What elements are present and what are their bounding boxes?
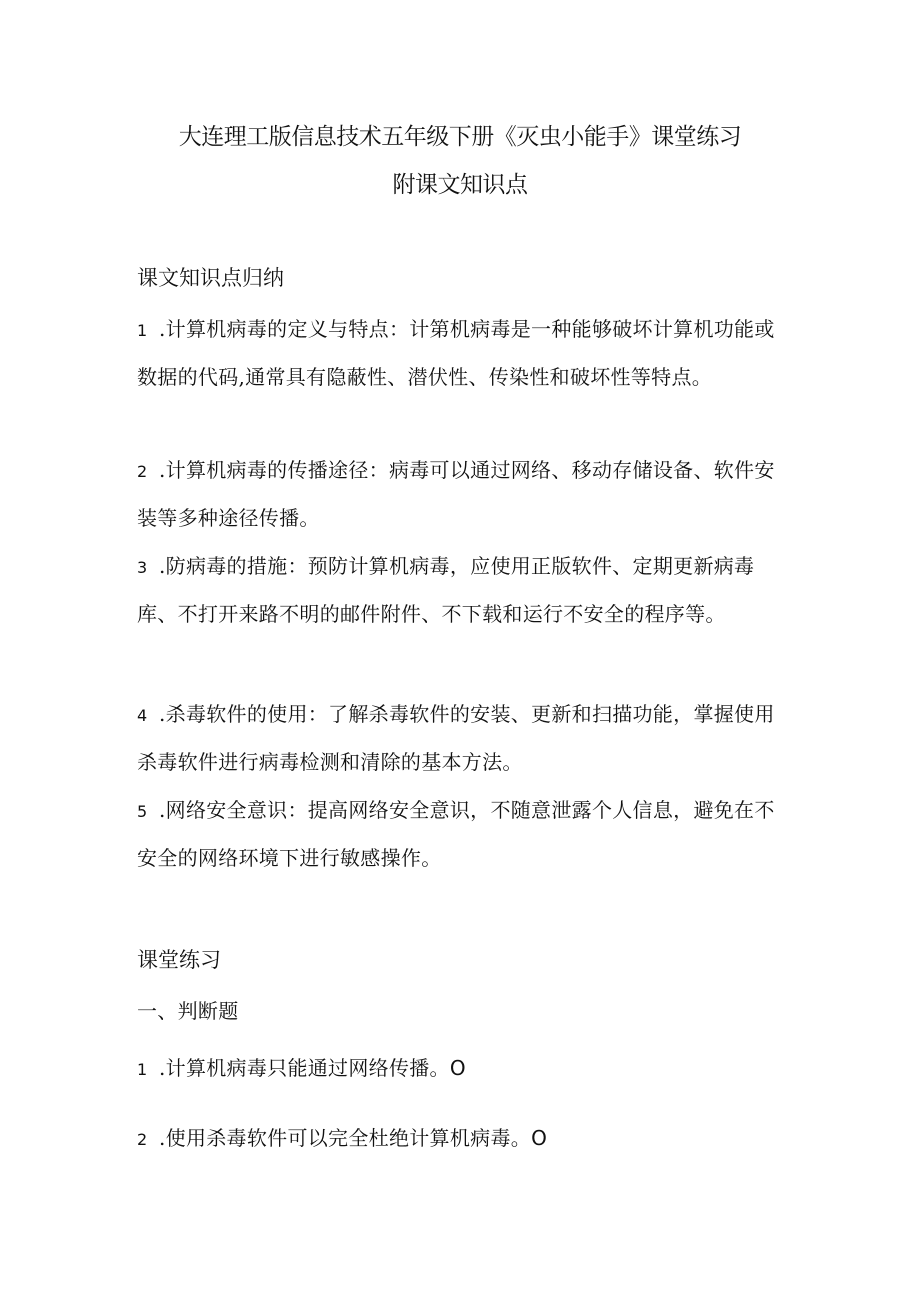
document-title: 大连理工版信息技术五年级下册《灭虫小能手》课堂练习 xyxy=(178,124,742,150)
question-2 xyxy=(137,1122,547,1151)
knowledge-item-2 xyxy=(137,447,782,542)
knowledge-heading: 课文知识点归纳 xyxy=(137,266,284,290)
item-number: 3 xyxy=(137,558,148,577)
question-number: 2 xyxy=(137,1130,148,1149)
exercise-section-title: 一、判断题 xyxy=(137,999,239,1023)
answer-mark: O xyxy=(531,1126,548,1150)
item-text: .杀毒软件的使用：了解杀毒软件的安装、更新和扫描功能，掌握使用杀毒软件进行病毒检测和清除的基本方法。 xyxy=(137,702,775,774)
knowledge-item-1 xyxy=(137,306,782,401)
item-text: .计算机病毒的传播途径：病毒可以通过网络、移动存储设备、软件安装等多种途径传播。 xyxy=(137,458,775,530)
item-number: 4 xyxy=(137,706,148,725)
item-text: .防病毒的措施：预防计算机病毒，应使用正版软件、定期更新病毒库、不打开来路不明的邮件附件、不下载和运行不安全的程序等。 xyxy=(137,554,755,626)
item-text: .网络安全意识：提高网络安全意识，不随意泄露个人信息，避免在不安全的网络环境下进行敏感操作。 xyxy=(137,798,775,870)
knowledge-item-3 xyxy=(137,543,782,638)
knowledge-item-4 xyxy=(137,691,782,786)
item-number: 1 xyxy=(137,321,148,340)
question-text: .计算机病毒只能通过网络传播。 xyxy=(159,1056,450,1080)
document-subtitle: 附课文知识点 xyxy=(392,172,528,198)
answer-mark: O xyxy=(449,1056,466,1080)
knowledge-item-5 xyxy=(137,787,782,882)
item-number: 5 xyxy=(137,802,148,821)
item-text: .计算机病毒的定义与特点：计第机病毒是一种能够破坏计算机功能或数据的代码,通常具有隐蔽性、潜伏性、传染性和破坏性等特点。 xyxy=(137,317,775,389)
question-1 xyxy=(137,1052,466,1081)
question-number: 1 xyxy=(137,1060,148,1079)
item-number: 2 xyxy=(137,462,148,481)
exercise-heading: 课堂练习 xyxy=(137,948,221,972)
question-text: .使用杀毒软件可以完全杜绝计算机病毒。 xyxy=(159,1126,532,1150)
